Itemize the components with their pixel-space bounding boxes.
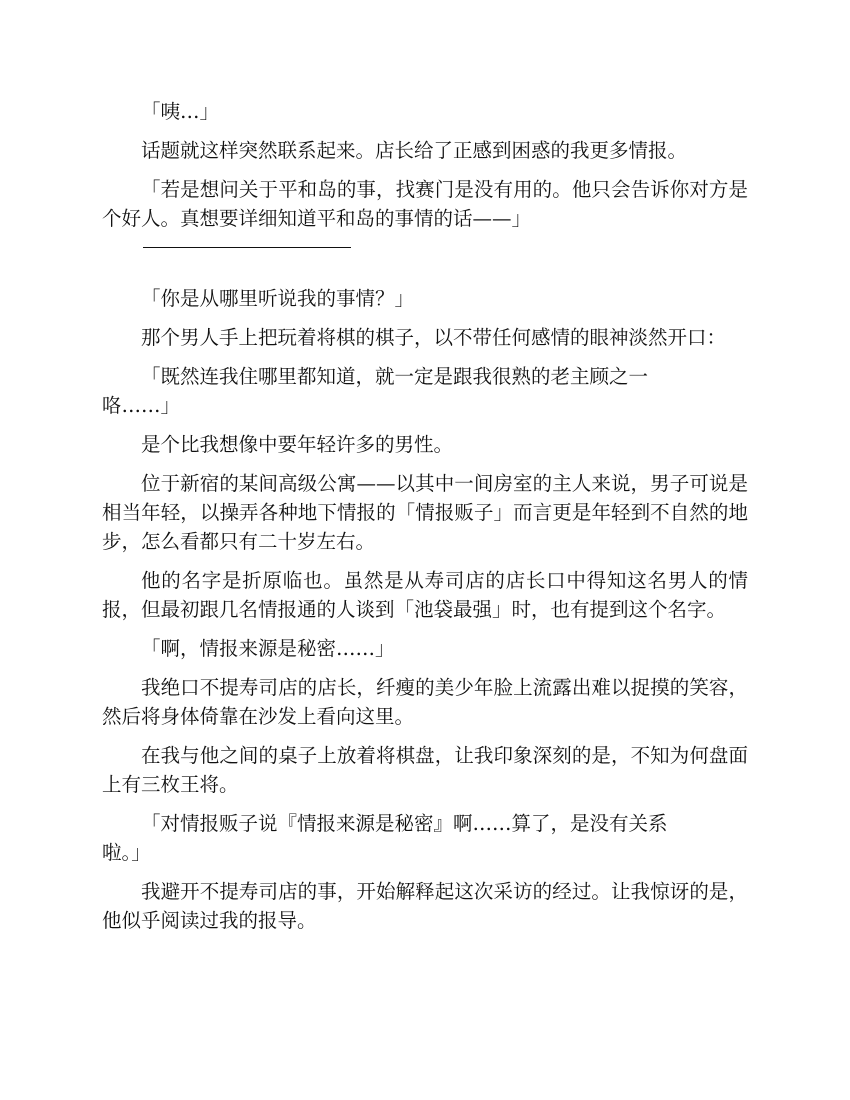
- spacer: [102, 248, 748, 284]
- paragraph: 是个比我想像中要年轻许多的男性。: [141, 433, 454, 456]
- paragraph: 「你是从哪里听说我的事情？」: [141, 287, 415, 310]
- paragraph: 那个男人手上把玩着将棋的棋子，以不带任何感情的眼神淡然开口：: [141, 326, 727, 349]
- paragraph: 「对情报贩子说『情报来源是秘密』啊……算了，是没有关系 啦。」: [102, 812, 668, 864]
- paragraph: 我避开不提寿司店的事，开始解释起这次采访的经过。让我惊讶的是，他似乎阅读过我的报导。: [102, 880, 748, 932]
- paragraph: 我绝口不提寿司店的店长，纤瘦的美少年脸上流露出难以捉摸的笑容，然后将身体倚靠在沙发上看向这里。: [102, 676, 748, 728]
- paragraph: 他的名字是折原临也。虽然是从寿司店的店长口中得知这名男人的情报，但最初跟几名情报通的人谈到「池袋最强」时，也有提到这个名字。: [102, 569, 748, 621]
- paragraph: 「若是想问关于平和岛的事，找赛门是没有用的。他只会告诉你对方是个好人。真想要详细知道平和岛的事情的话——」: [102, 178, 748, 230]
- paragraph: 在我与他之间的桌子上放着将棋盘，让我印象深刻的是，不知为何盘面上有三枚王将。: [102, 744, 748, 796]
- paragraph: 话题就这样突然联系起来。店长给了正感到困惑的我更多情报。: [141, 139, 688, 162]
- paragraph: 「咦…」: [141, 100, 220, 123]
- paragraph: 「既然连我住哪里都知道，就一定是跟我很熟的老主顾之一 咯……」: [102, 365, 649, 417]
- paragraph: 「啊，情报来源是秘密……」: [141, 637, 395, 660]
- document-page: [102, 97, 748, 945]
- paragraph: 位于新宿的某间高级公寓——以其中一间房室的主人来说，男子可说是相当年轻，以操弄各种地下情报的「情报贩子」而言更是年轻到不自然的地步，怎么看都只有二十岁左右。: [102, 472, 748, 553]
